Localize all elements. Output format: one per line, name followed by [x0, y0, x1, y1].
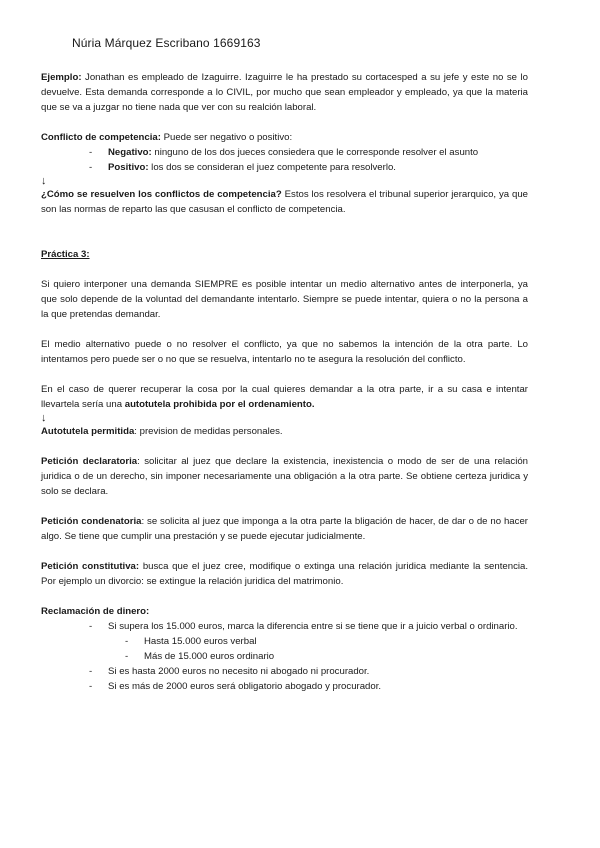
reclamacion-label: Reclamación de dinero: — [41, 606, 150, 617]
declaratoria-text: : solicitar al juez que declare la existencia, inexistencia o modo de ser de una relación juridica o de un derecho, sin imponer necesariamente una obligación a la otra parte. Se obtiene certeza juridica y solo se declara. — [41, 456, 528, 497]
positivo-label: Positivo: — [108, 162, 149, 173]
bullet-dash: - — [89, 162, 93, 173]
verbal-text: Hasta 15.000 euros verbal — [144, 636, 257, 647]
bullet-dash: - — [89, 621, 93, 632]
alternative-means-paragraph: Si quiero interponer una demanda SIEMPRE es posible intentar un medio alternativo antes de interponerla, ya que solo depende de la voluntad del demandante intentarlo. Siempre se puede intentar, quiera o no la persona a la que pretendas demandar. — [41, 279, 528, 320]
example-text: Jonathan es empleado de Izaguirre. Izaguirre le ha prestado su cortacesped a su jefe y este no se lo devuelve. Esta demanda corresponde a lo CIVIL, por mucho que sean empleador y empleado, ya que la materia que se va a juzgar no tiene nada que ver con su realción laboral. — [41, 72, 528, 113]
conflict-text: Puede ser negativo o positivo: — [160, 132, 293, 143]
resolution-question: ¿Cómo se resuelven los conflictos de competencia? — [41, 189, 282, 200]
example-paragraph — [41, 70, 528, 115]
positivo-text: los dos se consideran el juez competente para resolverlo. — [148, 162, 396, 173]
condenatoria-label: Petición condenatoria — [41, 516, 142, 527]
resolution-paragraph — [41, 187, 528, 217]
autotutela-bold: autotutela prohibida por el ordenamiento. — [124, 399, 315, 410]
bullet-dash: - — [125, 651, 129, 662]
page-header-author: Núria Márquez Escribano 1669163 — [72, 36, 261, 50]
down-arrow-icon: ↓ — [41, 175, 47, 187]
bullet-dash: - — [89, 147, 93, 158]
mas-2000-text: Si es más de 2000 euros será obligatorio abogado y procurador. — [108, 681, 382, 692]
condenatoria-paragraph — [41, 514, 528, 544]
bullet-dash: - — [89, 666, 93, 677]
ordinario-text: Más de 15.000 euros ordinario — [144, 651, 275, 662]
list-item-hasta-2000 — [41, 664, 528, 679]
bullet-dash: - — [125, 636, 129, 647]
list-item-mas-2000 — [41, 679, 528, 694]
practica-title: Práctica 3: — [41, 249, 90, 260]
list-item-supera — [41, 619, 528, 634]
autotutela-text: En el caso de querer recuperar la cosa por la cual quieres demandar a la otra parte, ir a su casa e intentar llevartela sería una — [41, 384, 528, 410]
list-item-positivo — [41, 160, 528, 175]
sublist-item-verbal — [41, 634, 528, 649]
resolution-text: Estos los resolvera el tribunal superior jerarquico, ya que son las normas de reparto las que casusan el conflicto de competencia. — [41, 189, 528, 215]
autotutela-permitida-paragraph — [41, 424, 528, 439]
example-label: Ejemplo: — [41, 72, 82, 83]
document-body — [41, 70, 528, 694]
bullet-dash: - — [89, 681, 93, 692]
constitutiva-text: busca que el juez cree, modifique o extinga una relación juridica mediante la sentencia. Por ejemplo un divorcio: se extingue la relación juridica del matrimonio. — [41, 561, 528, 587]
alternative-result-paragraph: El medio alternativo puede o no resolver el conflicto, ya que no sabemos la intención de la otra parte. Lo intentamos pero puede ser o no que se resuelva, intentarlo no te asegura la resolución del conflicto. — [41, 339, 528, 365]
autotutela-paragraph — [41, 382, 528, 412]
declaratoria-label: Petición declaratoria — [41, 456, 138, 467]
hasta-2000-text: Si es hasta 2000 euros no necesito ni abogado ni procurador. — [108, 666, 370, 677]
condenatoria-text: : se solicita al juez que imponga a la otra parte la bligación de hacer, de dar o de no hacer algo. Se tiene que cumplir una prestación y se puede ejecutar judicialmente. — [41, 516, 528, 542]
reclamacion-heading — [41, 604, 528, 619]
autotutela-permitida-text: : prevision de medidas personales. — [134, 426, 283, 437]
constitutiva-label: Petición constitutiva: — [41, 561, 140, 572]
negativo-label: Negativo: — [108, 147, 152, 158]
conflict-heading — [41, 130, 528, 145]
negativo-text: ninguno de los dos jueces consiedera que le corresponde resolver el asunto — [151, 147, 479, 158]
sublist-item-ordinario — [41, 649, 528, 664]
conflict-label: Conflicto de competencia: — [41, 132, 161, 143]
list-item-negativo — [41, 145, 528, 160]
autotutela-permitida-label: Autotutela permitida — [41, 426, 135, 437]
constitutiva-paragraph — [41, 559, 528, 589]
supera-text: Si supera los 15.000 euros, marca la diferencia entre si se tiene que ir a juicio verbal o ordinario. — [108, 621, 518, 632]
declaratoria-paragraph — [41, 454, 528, 499]
down-arrow-icon: ↓ — [41, 412, 47, 424]
